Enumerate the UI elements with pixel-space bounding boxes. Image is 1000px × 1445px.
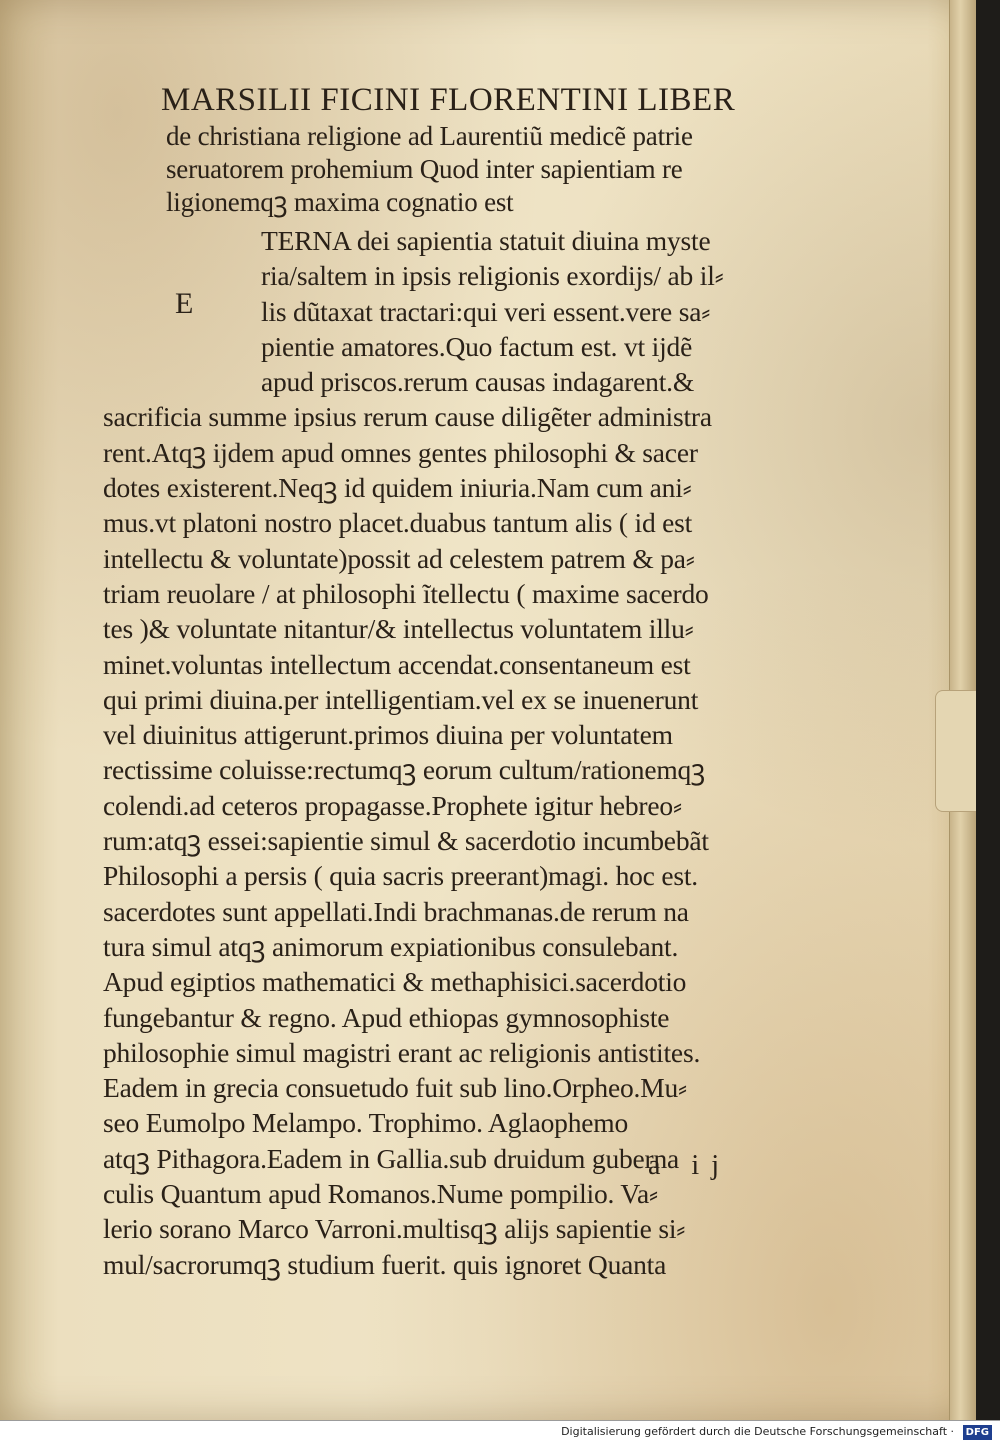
page-tab bbox=[935, 690, 976, 812]
text-line: tura simul atqꝫ animorum expiationibus consulebant. bbox=[103, 930, 679, 962]
text-line: rent.Atqꝫ ijdem apud omnes gentes philosophi & sacer bbox=[103, 436, 698, 468]
text-line: rum:atqꝫ essei:sapientie simul & sacerdotio incumbebãt bbox=[103, 825, 709, 857]
text-line: tes )& voluntate nitantur/& intellectus voluntatem illu⸗ bbox=[103, 613, 694, 645]
drop-cap: E bbox=[175, 287, 194, 320]
text-line: ria/saltem in ipsis religionis exordijs/ ab il⸗ bbox=[261, 260, 724, 292]
footer-credit: Digitalisierung gefördert durch die Deutsche Forschungsgemeinschaft · bbox=[561, 1425, 954, 1438]
dfg-logo: DFG bbox=[963, 1425, 992, 1440]
digitization-footer bbox=[0, 1420, 1000, 1445]
paragraph bbox=[103, 223, 783, 1282]
text-line: fungebantur & regno. Apud ethiopas gymnosophiste bbox=[103, 1001, 670, 1033]
text-line: lis dũtaxat tractari:qui veri essent.vere sa⸗ bbox=[261, 295, 711, 327]
text-line: sacrificia summe ipsius rerum cause diligẽter administra bbox=[103, 401, 712, 433]
intro-line: ligionemqꝫ maxima cognatio est bbox=[166, 187, 514, 217]
text-line: pientie amatores.Quo factum est. vt ijdẽ bbox=[261, 330, 693, 362]
text-block bbox=[103, 80, 783, 1282]
text-line: philosophie simul magistri erant ac religionis antistites. bbox=[103, 1036, 701, 1068]
text-line: Apud egiptios mathematici & methaphisici.sacerdotio bbox=[103, 966, 687, 998]
text-line: vel diuinitus attigerunt.primos diuina per voluntatem bbox=[103, 719, 673, 751]
text-line: intellectu & voluntate)possit ad celestem patrem & pa⸗ bbox=[103, 542, 695, 574]
text-line: Eadem in grecia consuetudo fuit sub lino.Orpheo.Mu⸗ bbox=[103, 1072, 687, 1104]
intro-line: seruatorem prohemium Quod inter sapientiam re bbox=[166, 154, 683, 184]
text-line: rectissime coluisse:rectumqꝫ eorum cultum/rationemqꝫ bbox=[103, 754, 705, 786]
text-line: atqꝫ Pithagora.Eadem in Gallia.sub druidum guberna bbox=[103, 1142, 680, 1174]
text-line: triam reuolare / at philosophi ĩtellectu ( maxime sacerdo bbox=[103, 577, 709, 609]
text-line: apud priscos.rerum causas indagarent.& bbox=[261, 366, 695, 398]
text-line: lerio sorano Marco Varroni.multisqꝫ alijs sapientie si⸗ bbox=[103, 1213, 686, 1245]
text-line: Philosophi a persis ( quia sacris preerant)magi. hoc est. bbox=[103, 860, 698, 892]
text-line: culis Quantum apud Romanos.Nume pompilio. Va⸗ bbox=[103, 1178, 658, 1210]
text-line: qui primi diuina.per intelligentiam.vel ex se inuenerunt bbox=[103, 683, 699, 715]
text-line: mul/sacrorumqꝫ studium fuerit. quis ignoret Quanta bbox=[103, 1248, 667, 1280]
text-line: mus.vt platoni nostro placet.duabus tantum alis ( id est bbox=[103, 507, 693, 539]
text-line: minet.voluntas intellectum accendat.consentaneum est bbox=[103, 648, 691, 680]
text-line: seo Eumolpo Melampo. Trophimo. Aglaophemo bbox=[103, 1107, 628, 1139]
text-line: colendi.ad ceteros propagasse.Prophete igitur hebreo⸗ bbox=[103, 789, 682, 821]
page-heading: MARSILII FICINI FLORENTINI LIBER bbox=[161, 82, 736, 118]
text-line: dotes existerent.Neqꝫ id quidem iniuria.Nam cum ani⸗ bbox=[103, 472, 692, 504]
text-line: sacerdotes sunt appellati.Indi brachmanas.de rerum na bbox=[103, 895, 689, 927]
intro-line: de christiana religione ad Laurentiũ medicẽ patrie bbox=[166, 121, 693, 151]
signature-mark: a ij bbox=[648, 1150, 731, 1181]
text-line: TERNA dei sapientia statuit diuina myste bbox=[261, 225, 711, 256]
